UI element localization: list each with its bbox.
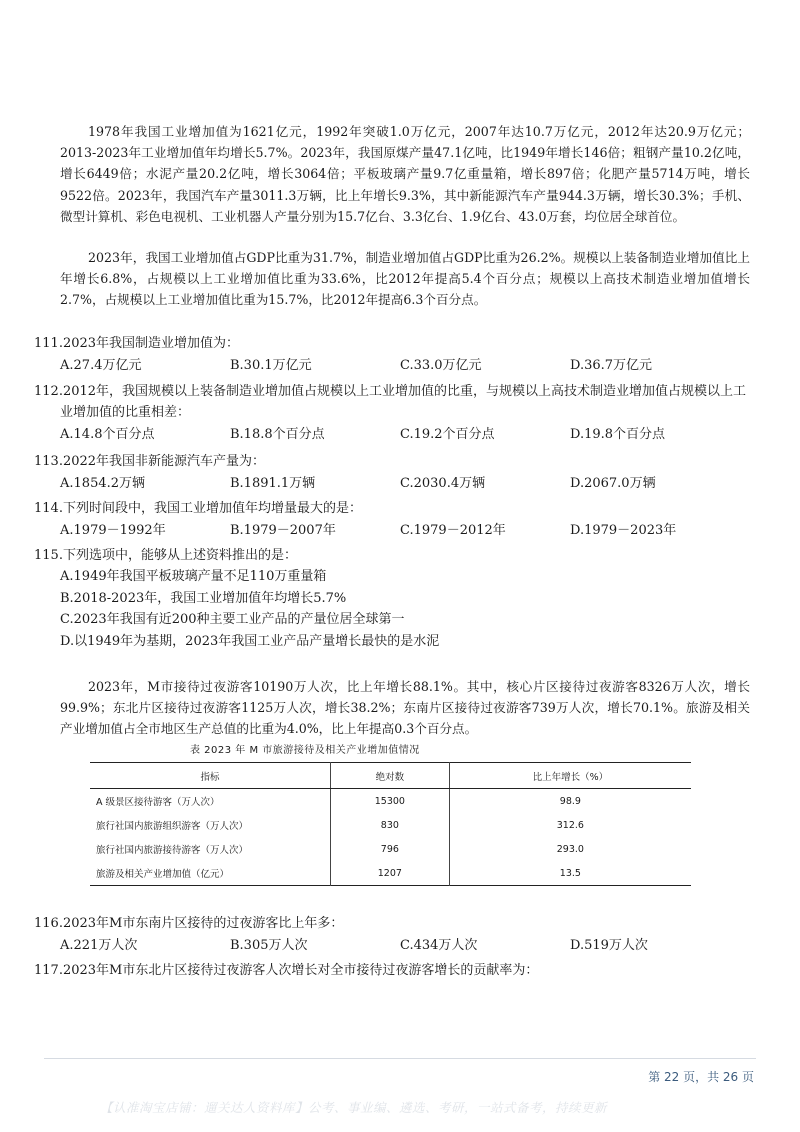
option-b[interactable]: B.1891.1万辆	[230, 476, 316, 491]
option-c[interactable]: C.1979－2012年	[400, 523, 506, 538]
option-a[interactable]: A.1949年我国平板玻璃产量不足110万重量箱	[60, 569, 327, 584]
option-d[interactable]: D.1979－2023年	[570, 523, 677, 538]
row-value: 15300	[331, 789, 450, 814]
option-b[interactable]: B.30.1万亿元	[230, 358, 312, 373]
tourism-table	[90, 762, 691, 886]
option-a[interactable]: A.27.4万亿元	[60, 358, 142, 373]
watermark: 【认准淘宝店铺：遛关达人资料库】公考、事业编、遴选、考研，一站式备考，持续更新	[100, 1100, 608, 1115]
option-d[interactable]: D.以1949年为基期，2023年我国工业产品产量增长最快的是水泥	[60, 633, 440, 649]
page-number: 第 22 页，共 26 页	[648, 1070, 754, 1084]
option-c[interactable]: C.434万人次	[400, 938, 478, 953]
option-d[interactable]: D.519万人次	[570, 938, 648, 953]
question-stem: 116.2023年M市东南片区接待的过夜游客比上年多：	[34, 916, 344, 931]
option-a[interactable]: A.1854.2万辆	[60, 476, 146, 491]
question-115	[34, 545, 754, 652]
row-growth: 98.9	[559, 795, 581, 807]
footer-divider	[44, 1058, 756, 1059]
row-value: 1207	[331, 861, 450, 886]
option-c[interactable]: C.2023年我国有近200种主要工业产品的产量位居全球第一	[60, 612, 405, 627]
passage-1-paragraph-2: 2023年，我国工业增加值占GDP比重为31.7%，制造业增加值占GDP比重为26.2%。规模以上装备制造业增加值比上年增长6.8%，占规模以上工业增加值比重为33.6%，比2012年提高5.4个百分点；规模以上高技术制造业增加值增长2.7%，占规模以上工业增加值比重为15.7%，比2012年提高6.3个百分点。	[60, 250, 750, 308]
row-value: 796	[331, 837, 450, 861]
row-value: 830	[331, 813, 450, 837]
option-b[interactable]: B.305万人次	[230, 938, 308, 953]
row-growth: 293.0	[556, 843, 584, 855]
option-a[interactable]: A.1979－1992年	[60, 523, 166, 538]
passage-1-paragraph-1: 1978年我国工业增加值为1621亿元，1992年突破1.0万亿元，2007年达10.7万亿元，2012年达20.9万亿元；2013-2023年工业增加值年均增长5.7%。2023年，我国原煤产量47.1亿吨，比1949年增长146倍；粗钢产量10.2亿吨，增长6449倍；水泥产量20.2亿吨，增长3064倍；平板玻璃产量9.7亿重量箱，增长897倍；化肥产量5714万吨，增长9522倍。2023年，我国汽车产量3011.3万辆，比上年增长9.3%，其中新能源汽车产量944.3万辆，增长30.3%；手机、微型计算机、彩色电视机、工业机器人产量分别为15.7亿台、3.3亿台、1.9亿台、43.0万套，均位居全球首位。	[60, 124, 750, 224]
option-c[interactable]: C.2030.4万辆	[400, 476, 486, 491]
row-label: A 级景区接待游客（万人次）	[90, 789, 331, 814]
row-growth: 312.6	[556, 819, 584, 831]
options-row	[60, 473, 754, 494]
row-label: 旅游及相关产业增加值（亿元）	[90, 861, 331, 886]
row-label: 旅行社国内旅游接待游客（万人次）	[90, 837, 331, 861]
row-growth: 13.5	[559, 867, 581, 879]
question-117	[34, 960, 754, 981]
question-112	[34, 381, 754, 445]
option-a[interactable]: A.221万人次	[60, 938, 138, 953]
table-row	[90, 861, 691, 886]
question-111	[34, 333, 754, 376]
question-stem: 114.下列时间段中，我国工业增加值年均增量最大的是：	[34, 501, 362, 516]
question-116	[34, 913, 754, 956]
question-stem: 113.2022年我国非新能源汽车产量为：	[34, 454, 266, 469]
option-b[interactable]: B.2018-2023年，我国工业增加值年均增长5.7%	[60, 590, 347, 606]
header-indicator: 指标	[90, 763, 331, 789]
question-114	[34, 498, 754, 541]
option-b[interactable]: B.1979－2007年	[230, 523, 336, 538]
options-row	[60, 935, 754, 956]
table-row	[90, 813, 691, 837]
table-row	[90, 837, 691, 861]
question-stem: 112.2012年，我国规模以上装备制造业增加值占规模以上工业增加值的比重，与规模以上高技术制造业增加值占规模以上工业增加值的比重相差：	[34, 384, 747, 420]
header-value: 绝对数	[331, 763, 450, 789]
option-c[interactable]: C.19.2个百分点	[400, 427, 495, 442]
header-growth: 比上年增长（%）	[449, 763, 691, 789]
option-d[interactable]: D.36.7万亿元	[570, 358, 653, 373]
question-stem: 117.2023年M市东北片区接待过夜游客人次增长对全市接待过夜游客增长的贡献率为：	[34, 963, 539, 978]
option-b[interactable]: B.18.8个百分点	[230, 427, 325, 442]
option-d[interactable]: D.19.8个百分点	[570, 427, 666, 442]
options-row	[60, 520, 754, 541]
option-c[interactable]: C.33.0万亿元	[400, 358, 482, 373]
question-113	[34, 451, 754, 494]
table-row	[90, 789, 691, 814]
table-title: 表 2023 年 M 市旅游接待及相关产业增加值情况	[190, 745, 420, 756]
row-label: 旅行社国内旅游组织游客（万人次）	[90, 813, 331, 837]
question-stem: 111.2023年我国制造业增加值为：	[34, 336, 240, 351]
question-stem: 115.下列选项中，能够从上述资料推出的是：	[34, 548, 297, 563]
options-row	[60, 355, 754, 376]
options-row	[60, 424, 754, 445]
option-a[interactable]: A.14.8个百分点	[60, 427, 155, 442]
passage-2-paragraph: 2023年，M市接待过夜游客10190万人次，比上年增长88.1%。其中，核心片区接待过夜游客8326万人次，增长99.9%；东北片区接待过夜游客1125万人次，增长38.2%；东南片区接待过夜游客739万人次，增长70.1%。旅游及相关产业增加值占全市地区生产总值的比重为4.0%，比上年提高0.3个百分点。	[60, 679, 750, 737]
table-header-row	[90, 763, 691, 789]
option-d[interactable]: D.2067.0万辆	[570, 476, 656, 491]
